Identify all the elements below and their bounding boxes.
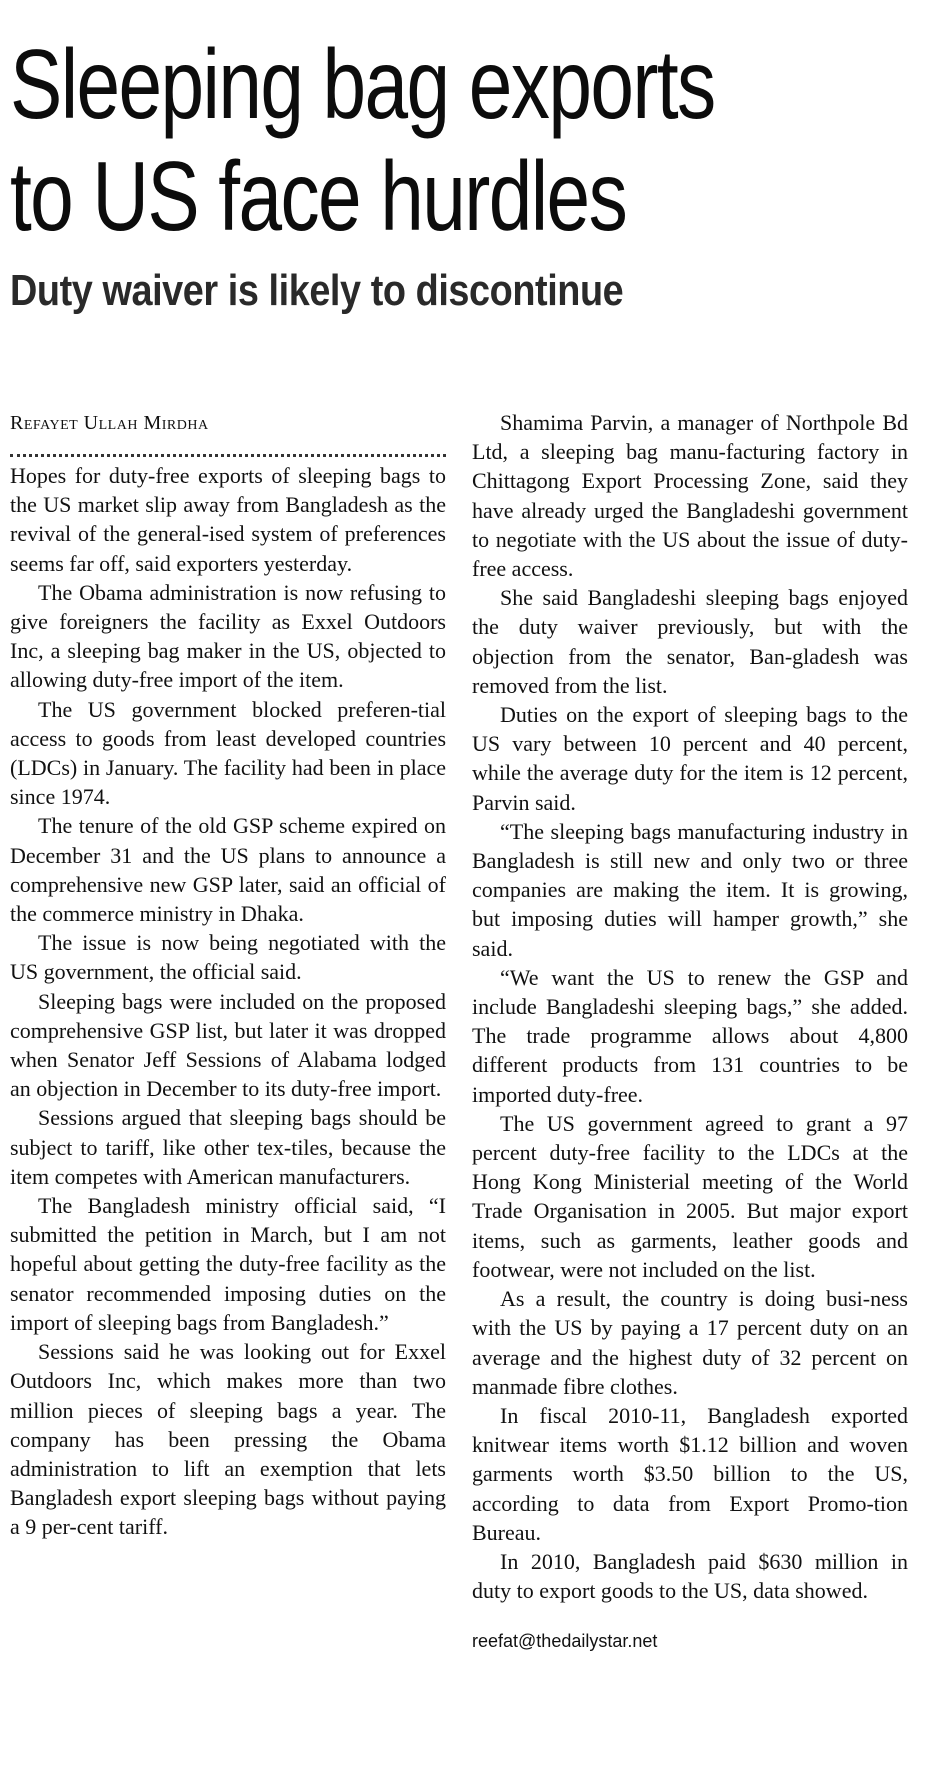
paragraph: In 2010, Bangladesh paid $630 million in duty to export goods to the US, data showed. (472, 1548, 908, 1604)
paragraph: “The sleeping bags manufacturing industry in Bangladesh is still new and only two or three companies are making the item. It is growing, but imposing duties will hamper growth,” she said. (472, 818, 908, 961)
paragraph: The US government agreed to grant a 97 percent duty-free facility to the LDCs at the Hong Kong Ministerial meeting of the World Trade Organisation in 2005. But major export items, such as garments, leather goods and footwear, were not included on the list. (472, 1110, 908, 1282)
paragraph: In fiscal 2010-11, Bangladesh exported knitwear items worth $1.12 billion and woven garments worth $3.50 billion to the US, according to data from Export Promo-tion Bureau. (472, 1402, 908, 1545)
paragraph: “We want the US to renew the GSP and include Bangladeshi sleeping bags,” she added. The trade programme allows about 4,800 different products from 131 countries to be imported duty-free. (472, 964, 908, 1107)
column-2 (472, 408, 908, 1652)
column-1 (10, 408, 446, 1652)
paragraph: The Obama administration is now refusing to give foreigners the facility as Exxel Outdoors Inc, a sleeping bag maker in the US, objected to allowing duty-free import of the item. (10, 579, 446, 693)
paragraph: Duties on the export of sleeping bags to the US vary between 10 percent and 40 percent, while the average duty for the item is 12 percent, Parvin said. (472, 702, 908, 815)
paragraph: Shamima Parvin, a manager of Northpole Bd Ltd, a sleeping bag manu-facturing factory in Chittagong Export Processing Zone, said they have already urged the Bangladeshi government to negotiate with the US about the issue of duty-free access. (472, 410, 908, 582)
paragraph: Sessions said he was looking out for Exxel Outdoors Inc, which makes more than two million pieces of sleeping bags a year. The company has been pressing the Obama administration to lift an exemption that lets Bangladesh export sleeping bags without paying a 9 per-cent tariff. (10, 1339, 446, 1540)
paragraph: The tenure of the old GSP scheme expired on December 31 and the US plans to announce a comprehensive new GSP later, said an official of the commerce ministry in Dhaka. (10, 813, 446, 927)
byline: Refayet Ullah Mirdha (10, 412, 209, 434)
headline (10, 28, 922, 252)
paragraph: As a result, the country is doing busi-ness with the US by paying a 17 percent duty on an average and the highest duty of 32 percent on manmade fibre clothes. (472, 1286, 908, 1399)
paragraph: Sessions argued that sleeping bags should be subject to tariff, like other tex-tiles, because the item competes with American manufacturers. (10, 1105, 446, 1189)
paragraph: Sleeping bags were included on the proposed comprehensive GSP list, but later it was dropped when Senator Jeff Sessions of Alabama lodged an objection in December to its duty-free import. (10, 988, 446, 1102)
byline-divider (10, 454, 446, 457)
paragraph: Hopes for duty-free exports of sleeping bags to the US market slip away from Bangladesh as the revival of the general-ised system of preferences seems far off, said exporters yesterday. (10, 463, 446, 576)
headline-line-2: to US face hurdles (10, 141, 627, 251)
subheadline: Duty waiver is likely to discontinue (10, 266, 624, 315)
paragraph: The issue is now being negotiated with the US government, the official said. (10, 930, 446, 985)
article-body (10, 408, 908, 1652)
paragraph: The US government blocked preferen-tial access to goods from least developed countries (LDCs) in January. The facility had been in place since 1974. (10, 696, 446, 810)
paragraph: She said Bangladeshi sleeping bags enjoyed the duty waiver previously, but with the objection from the senator, Ban-gladesh was removed from the list. (472, 585, 908, 698)
paragraph: The Bangladesh ministry official said, “I submitted the petition in March, but I am not hopeful about getting the duty-free facility as the senator recommended imposing duties on the import of sleeping bags from Bangladesh.” (10, 1193, 446, 1335)
author-email: reefat@thedailystar.net (472, 1631, 658, 1652)
headline-line-1: Sleeping bag exports (10, 29, 715, 139)
